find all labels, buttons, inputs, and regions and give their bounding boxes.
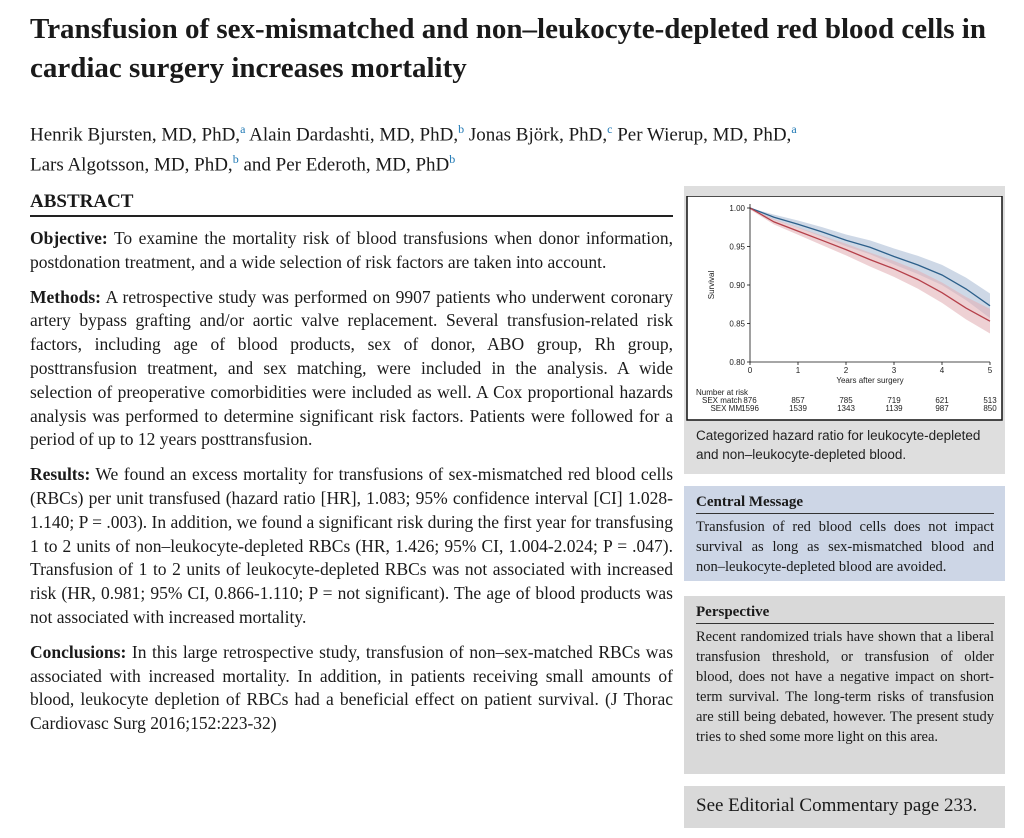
risk-count: 719 <box>887 396 901 405</box>
risk-count: 850 <box>983 404 997 413</box>
risk-count: 987 <box>935 404 949 413</box>
section-text: We found an excess mortality for transfusions of sex-mismatched red blood cells (RBCs) per unit transfused (hazard ratio [HR], 1.083; 95% confidence interval [CI] 1.028-1.140; P = .003). In addition, we found a significant risk during the first year for transfusing 1 to 2 units of non–leukocyte-depleted RBCs (HR, 1.426; 95% CI, 1.004-2.024; P = .047). Transfusion of 1 to 2 units of leukocyte-depleted RBCs was not associated with increased risk (HR, 0.981; 95% CI, 0.866-1.110; P = not significant). The age of blood products was not associated with increased mortality. <box>30 464 674 627</box>
y-axis-label: Survival <box>707 270 716 300</box>
section-label: Results: <box>30 464 91 485</box>
author-name: and Per Ederoth, MD, PhD <box>243 154 450 176</box>
risk-table-title: Number at risk <box>696 388 749 397</box>
risk-row-label: SEX match <box>701 396 742 405</box>
x-tick-label: 3 <box>891 366 897 375</box>
author-name: Jonas Björk, PhD, <box>468 124 608 146</box>
affiliation-marker[interactable]: c <box>607 122 613 136</box>
perspective-box <box>684 596 1005 774</box>
perspective-heading: Perspective <box>696 604 994 624</box>
perspective-text: Recent randomized trials have shown that a liberal transfusion threshold, or transfusion of older blood, does not have a negative impact on short-term survival. The long-term risks of transfusion are still being debated, however. The present study tries to shed some more light on this area. <box>696 629 994 745</box>
y-tick-label: 1.00 <box>729 204 745 213</box>
affiliation-marker[interactable]: b <box>232 152 239 167</box>
central-figure <box>684 186 1005 474</box>
affiliation-marker[interactable]: b <box>458 122 465 136</box>
risk-count: 513 <box>983 396 997 405</box>
risk-count: 1596 <box>741 404 759 413</box>
x-tick-label: 2 <box>843 366 849 375</box>
affiliation-marker[interactable]: b <box>449 152 456 167</box>
author-name: Henrik Bjursten, MD, PhD, <box>30 124 241 146</box>
risk-count: 621 <box>935 396 949 405</box>
survival-chart <box>686 196 1003 421</box>
article-title: Transfusion of sex-mismatched and non–leukocyte-depleted red blood cells in cardiac surgery increases mortality <box>30 13 986 84</box>
section-label: Methods: <box>30 286 101 307</box>
figure-caption: Categorized hazard ratio for leukocyte-depleted and non–leukocyte-depleted blood. <box>696 428 981 462</box>
abstract-heading: ABSTRACT <box>30 191 673 217</box>
author-name: Per Wierup, MD, PhD, <box>617 124 792 146</box>
affiliation-marker[interactable]: a <box>791 122 797 136</box>
section-label: Objective: <box>30 228 108 248</box>
x-tick-label: 5 <box>987 366 993 375</box>
risk-row-label: SEX MM <box>710 404 742 413</box>
abstract-conclusions <box>30 641 673 736</box>
risk-count: 1139 <box>885 404 903 413</box>
author-list <box>30 117 990 178</box>
y-tick-label: 0.90 <box>729 281 745 290</box>
affiliation-marker[interactable]: a <box>240 122 246 136</box>
section-text: In this large retrospective study, transfusion of non–sex-matched RBCs was associated with increased mortality. In addition, in patients receiving small amounts of blood, leukocyte depletion of RBCs had a beneficial effect on patient survival. (J Thorac Cardiovasc Surg 2016;152:223-32) <box>30 641 674 734</box>
editorial-box[interactable] <box>684 786 1005 828</box>
risk-count: 857 <box>791 396 805 405</box>
x-tick-label: 0 <box>747 366 753 375</box>
abstract-methods <box>30 286 673 453</box>
section-text: To examine the mortality risk of blood transfusions when donor information, postdonation treatment, and a wide selection of risk factors are taken into account. <box>30 228 673 272</box>
central-message-heading: Central Message <box>696 494 994 514</box>
y-tick-label: 0.95 <box>729 242 745 252</box>
risk-count: 876 <box>743 396 757 405</box>
section-label: Conclusions: <box>30 641 127 662</box>
central-message-text: Transfusion of red blood cells does not impact survival as long as sex-mismatched blood and non–leukocyte-depleted blood are avoided. <box>696 519 994 575</box>
risk-count: 1343 <box>837 404 855 413</box>
central-message-box <box>684 486 1005 581</box>
risk-count: 785 <box>839 396 853 405</box>
y-tick-label: 0.85 <box>729 319 745 329</box>
y-tick-label: 0.80 <box>729 358 745 367</box>
x-tick-label: 1 <box>795 366 801 375</box>
x-axis-label: Years after surgery <box>836 376 904 385</box>
author-name: Lars Algotsson, MD, PhD, <box>30 154 233 176</box>
author-name: Alain Dardashti, MD, PhD, <box>249 124 459 146</box>
section-text: A retrospective study was performed on 9907 patients who underwent coronary artery bypass grafting and/or aortic valve replacement. Several transfusion-related risk factors, including age of blood products, sex of donor, ABO group, Rh group, posttransfusion treatment, and sex matching, were included in the analysis. A wide selection of preoperative comorbidities were included as well. A Cox proportional hazards analysis was performed to determine significant risk factors. Patients were followed for a period of up to 12 years posttransfusion. <box>30 286 673 450</box>
abstract-objective <box>30 227 673 275</box>
abstract-body <box>30 227 673 747</box>
x-tick-label: 4 <box>939 366 945 375</box>
risk-count: 1539 <box>789 404 807 413</box>
editorial-link[interactable]: See Editorial Commentary page 233. <box>696 795 978 816</box>
abstract-results <box>30 463 673 630</box>
